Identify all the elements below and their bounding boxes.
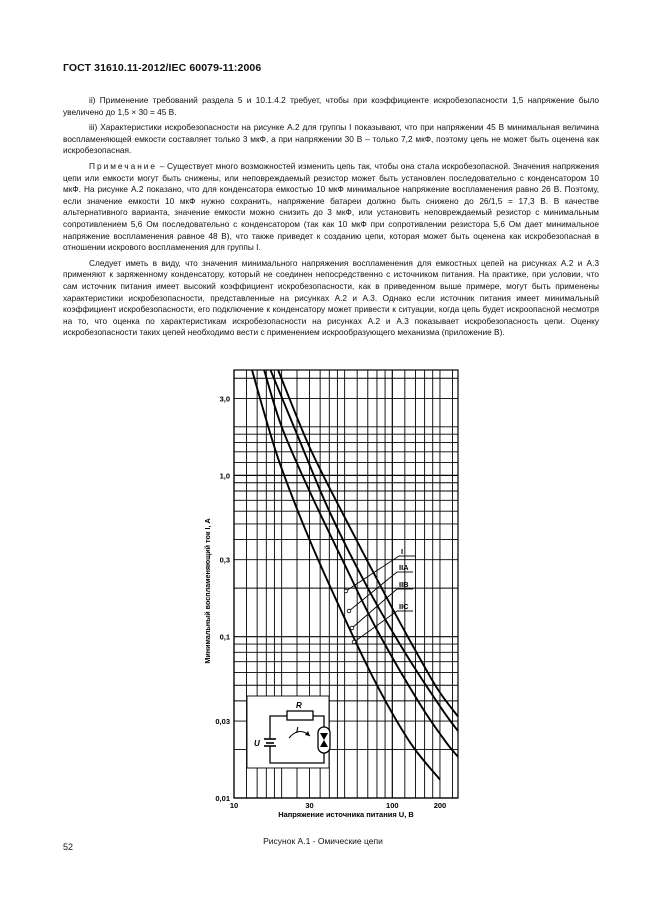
resistor-symbol <box>287 711 313 720</box>
y-tick-label: 0,3 <box>219 555 230 565</box>
curve-marker-i <box>344 589 348 593</box>
curve-label-i: I <box>401 547 404 556</box>
figure-a1 <box>196 366 462 836</box>
circuit-box <box>247 696 329 768</box>
note-paragraph <box>63 161 599 254</box>
final-paragraph: Следует иметь в виду, что значения минимального напряжения воспламенения для емкостных цепей на рисунках А.2 и А.3 применяют к заряженному конденсатору, который не соединен непосредственно с источником питания. На практике, при условии, что сам источник питания имеет высокий коэффициент искробезопасности, как в приведенном выше примере, могут быть применены характеристики искробезопасности, представленные на рисунках А.2 и А.3. Однако если источник питания имеет минимальный коэффициент искробезопасности, его подключение к конденсатору может привести к ситуации, когда цепь будет искроопасной несмотря на то, что оценка по характеристикам искробезопасности на рисунках А.2 и А.3 показывает искробезопасность цепи. Оценку искробезопасности таких цепей необходимо вести с применением искрообразующего механизма (приложение В). <box>63 257 599 338</box>
curve-marker-iic <box>352 640 356 644</box>
x-tick-label: 100 <box>386 801 399 810</box>
curve-label-iib: IIB <box>399 580 409 589</box>
x-axis-label: Напряжение источника питания U, В <box>278 810 414 819</box>
y-tick-label: 1,0 <box>219 471 230 481</box>
y-tick-label: 3,0 <box>219 394 230 404</box>
note-label: Примечание <box>89 160 158 171</box>
x-tick-label: 30 <box>305 801 314 810</box>
curve-marker-iib <box>350 626 354 630</box>
curve-label-iic: IIC <box>399 602 409 611</box>
ignition-current-chart <box>196 366 462 836</box>
leader-line-iic <box>354 611 397 642</box>
note-text: – Существует много возможностей изменить цепь так, чтобы она стала искробезопасной. Значения напряжения цепи или емкости могут быть снижены, или неповреждаемый резистор может быть установлен последовательно с конденсатором 10 мкФ. На рисунке А.2 показано, что для конденсатора емкостью 10 мкФ минимальное напряжение воспламенения равно 26 В. Поэтому, если значение емкости 10 мкФ нужно сохранить, напряжение батареи должно быть снижено до 26/1,5 = 17,3 В. В качестве альтернативного варианта, значение емкости можно снизить до 3 мкФ, или установить неповреждаемый резистор с минимальным сопротивлением 5,6 Ом последовательно с конденсатором (так как 10 мкФ при сопротивлении резистора 5,6 Ом дает минимальное напряжение воспламенения равное 48 В), что также приведет к созданию цепи, которая может быть оценена как искробезопасная в отношении искрового воспламенения для группы I. <box>63 160 599 253</box>
x-tick-label: 200 <box>433 801 447 810</box>
voltage-label: U <box>254 739 260 748</box>
resistor-label: R <box>296 701 302 710</box>
current-label: I <box>296 726 299 735</box>
document-header: ГОСТ 31610.11-2012/IEC 60079-11:2006 <box>63 62 262 74</box>
body-text <box>63 95 599 343</box>
curve-marker-iia <box>347 609 351 613</box>
circuit-diagram <box>247 696 330 768</box>
y-tick-label: 0,1 <box>219 632 230 642</box>
paragraph-ii: ii) Применение требований раздела 5 и 10.1.4.2 требует, чтобы при коэффициенте искробезопасности 1,5 напряжение было увеличено до 1,5 × 30 = 45 В. <box>63 95 599 117</box>
figure-caption: Рисунок А.1 - Омические цепи <box>263 836 383 846</box>
y-tick-label: 0,03 <box>215 717 230 727</box>
y-tick-label: 0,01 <box>215 794 230 803</box>
x-tick-label: 10 <box>229 801 239 810</box>
y-axis-label: Минимальный воспламеняющий ток I, А <box>203 518 212 664</box>
paragraph-iii: iii) Характеристики искробезопасности на рисунке А.2 для группы I показывают, что при напряжении 45 В минимальная величина воспламеняющей емкости составляет только 3 мкФ, а при напряжении 30 В – только 7,2 мкФ, поэтому цепь не может быть оценена как искробезопасная. <box>63 122 599 156</box>
curve-label-iia: IIA <box>399 563 409 572</box>
page-number: 52 <box>63 842 74 852</box>
